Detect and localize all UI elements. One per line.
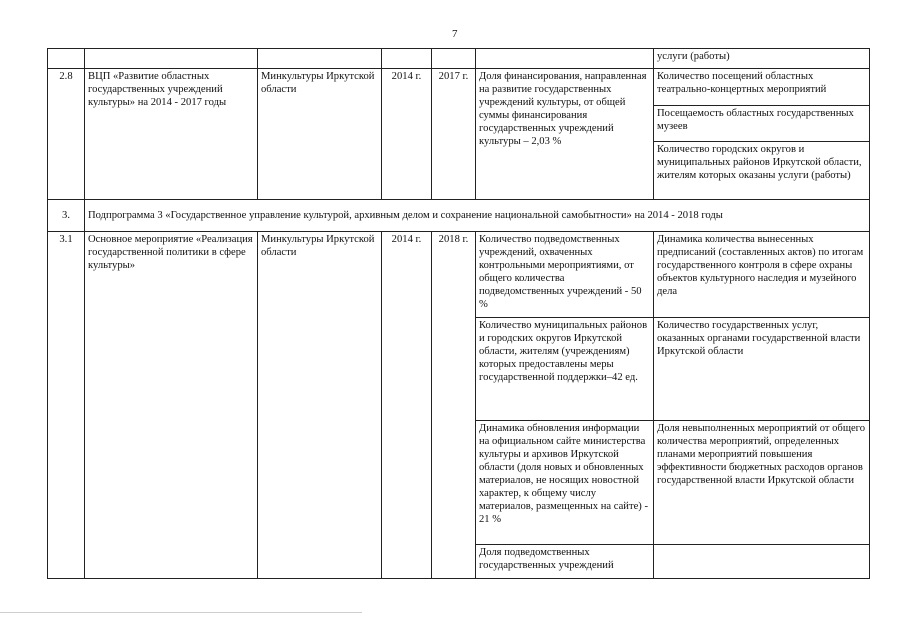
cell-start-year: 2014 г.: [382, 69, 432, 200]
program-table: [47, 48, 870, 579]
cell-target: Количество муниципальных районов и городских округов Иркутской области, жителям (учреждениям) которых предоставлены меры государственной поддержки–42 ед.: [476, 318, 654, 421]
cell-number: 3.: [48, 200, 85, 232]
cell-number: 3.1: [48, 232, 85, 579]
table-row-subprogram-3: [48, 200, 870, 232]
cell-empty: [382, 49, 432, 69]
cell-executor: Минкультуры Иркутской области: [258, 232, 382, 579]
cell-start-year: 2014 г.: [382, 232, 432, 579]
cell-target: Доля подведомственных государственных учреждений: [476, 545, 654, 579]
cell-end-year: 2018 г.: [432, 232, 476, 579]
cell-target: Доля финансирования, направленная на развитие государственных учреждений культуры, от общей суммы финансирования государственных учреждений культуры – 2,03 %: [476, 69, 654, 200]
cell-empty: [258, 49, 382, 69]
table-row-continuation: [48, 49, 870, 69]
cell-indicator: Посещаемость областных государственных музеев: [654, 106, 870, 142]
cell-indicator: Доля невыполненных мероприятий от общего количества мероприятий, определенных планами мероприятий повышения эффективности бюджетных расходов органов государственной власти Иркутской области: [654, 421, 870, 545]
cell-indicator: услуги (работы): [654, 49, 870, 69]
cell-subprogram-title: Подпрограмма 3 «Государственное управление культурой, архивным делом и сохранение национальной самобытности» на 2014 - 2018 годы: [85, 200, 870, 232]
cell-target: Динамика обновления информации на официальном сайте министерства культуры и архивов Иркутской области (доля новых и обновленных материалов, не носящих новостной характер, к общему числу материалов, размещенных на сайте) - 21 %: [476, 421, 654, 545]
cell-program-name: ВЦП «Развитие областных государственных учреждений культуры» на 2014 - 2017 годы: [85, 69, 258, 200]
cell-indicator: Количество государственных услуг, оказанных органами государственной власти Иркутской области: [654, 318, 870, 421]
cell-empty: [432, 49, 476, 69]
cell-indicator: Количество посещений областных театрально-концертных мероприятий: [654, 69, 870, 106]
cell-executor: Минкультуры Иркутской области: [258, 69, 382, 200]
cell-indicator: Количество городских округов и муниципальных районов Иркутской области, жителям которых оказаны услуги (работы): [654, 142, 870, 200]
scan-edge-line: [0, 612, 905, 613]
cell-indicator: Динамика количества вынесенных предписаний (составленных актов) по итогам государственного контроля в сфере охраны объектов культурного наследия и музейного дела: [654, 232, 870, 318]
cell-program-name: Основное мероприятие «Реализация государственной политики в сфере культуры»: [85, 232, 258, 579]
page-number: 7: [452, 28, 458, 40]
cell-empty: [85, 49, 258, 69]
cell-number: 2.8: [48, 69, 85, 200]
table-row-3-1: [48, 232, 870, 318]
cell-empty: [48, 49, 85, 69]
table-row-2-8: [48, 69, 870, 106]
cell-end-year: 2017 г.: [432, 69, 476, 200]
cell-target: Количество подведомственных учреждений, охваченных контрольными мероприятиями, от общего количества подведомственных учреждений - 50 %: [476, 232, 654, 318]
cell-indicator: [654, 545, 870, 579]
cell-empty: [476, 49, 654, 69]
